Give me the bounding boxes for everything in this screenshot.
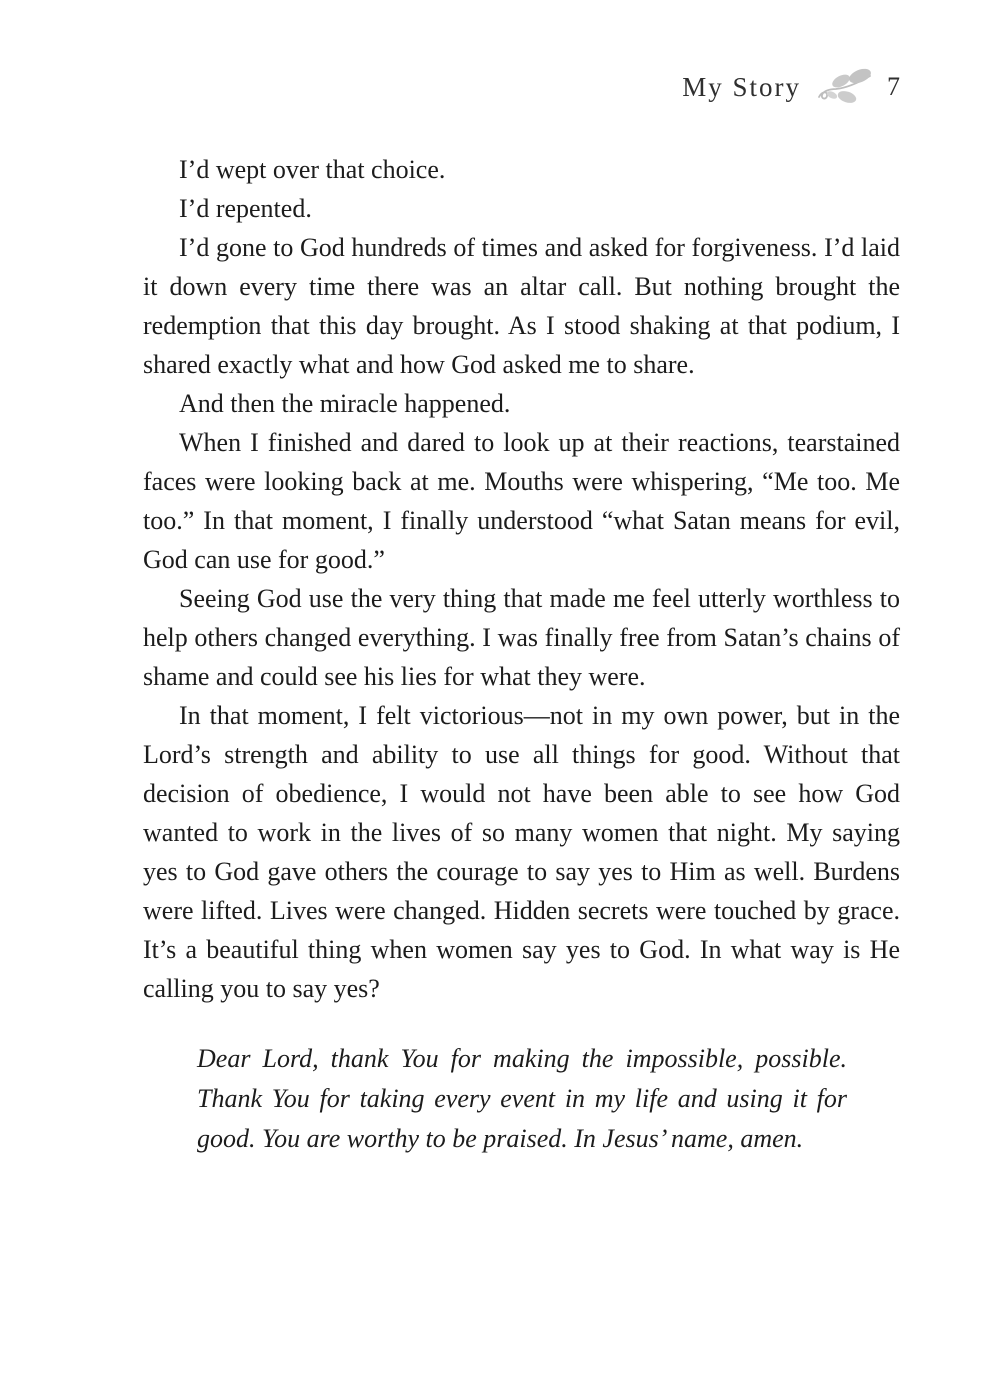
paragraph-forgiveness: I’d gone to God hundreds of times and asked for forgiveness. I’d laid it down every time there was an altar call. But nothing brought the redemption that this day brought. As I stood shaking at that podium, I shared exactly what and how God asked me to share. [143, 233, 900, 379]
prayer-text: Dear Lord, thank You for making the impossible, possible. Thank You for taking every event in my life and using it for good. You are worthy to be praised. In Jesus’ name, amen. [197, 1044, 847, 1153]
body-text [143, 150, 900, 1159]
paragraph-worthless: Seeing God use the very thing that made me feel utterly worthless to help others changed everything. I was finally free from Satan’s chains of shame and could see his lies for what they were. [143, 584, 900, 691]
paragraph-miracle: And then the miracle happened. [179, 389, 511, 418]
chapter-title: My Story [682, 71, 801, 102]
paragraph-repented: I’d repented. [179, 194, 312, 223]
paragraph-reactions: When I finished and dared to look up at their reactions, tearstained faces were looking back at me. Mouths were whispering, “Me too. Me too.” In that moment, I finally understood “what Satan means for evil, God can use for good.” [143, 428, 900, 574]
page-number: 7 [887, 72, 900, 101]
paragraph-victorious: In that moment, I felt victorious—not in my own power, but in the Lord’s strength and ability to use all things for good. Without that decision of obedience, I would not have been able to see how God wanted to work in the lives of so many women that night. My saying yes to God gave others the courage to say yes to Him as well. Burdens were lifted. Lives were changed. Hidden secrets were touched by grace. It’s a beautiful thing when women say yes to God. In what way is He calling you to say yes? [143, 701, 900, 1003]
paragraph-wept: I’d wept over that choice. [179, 155, 446, 184]
leaf-branch-ornament-icon [817, 64, 877, 110]
running-header [682, 70, 900, 104]
